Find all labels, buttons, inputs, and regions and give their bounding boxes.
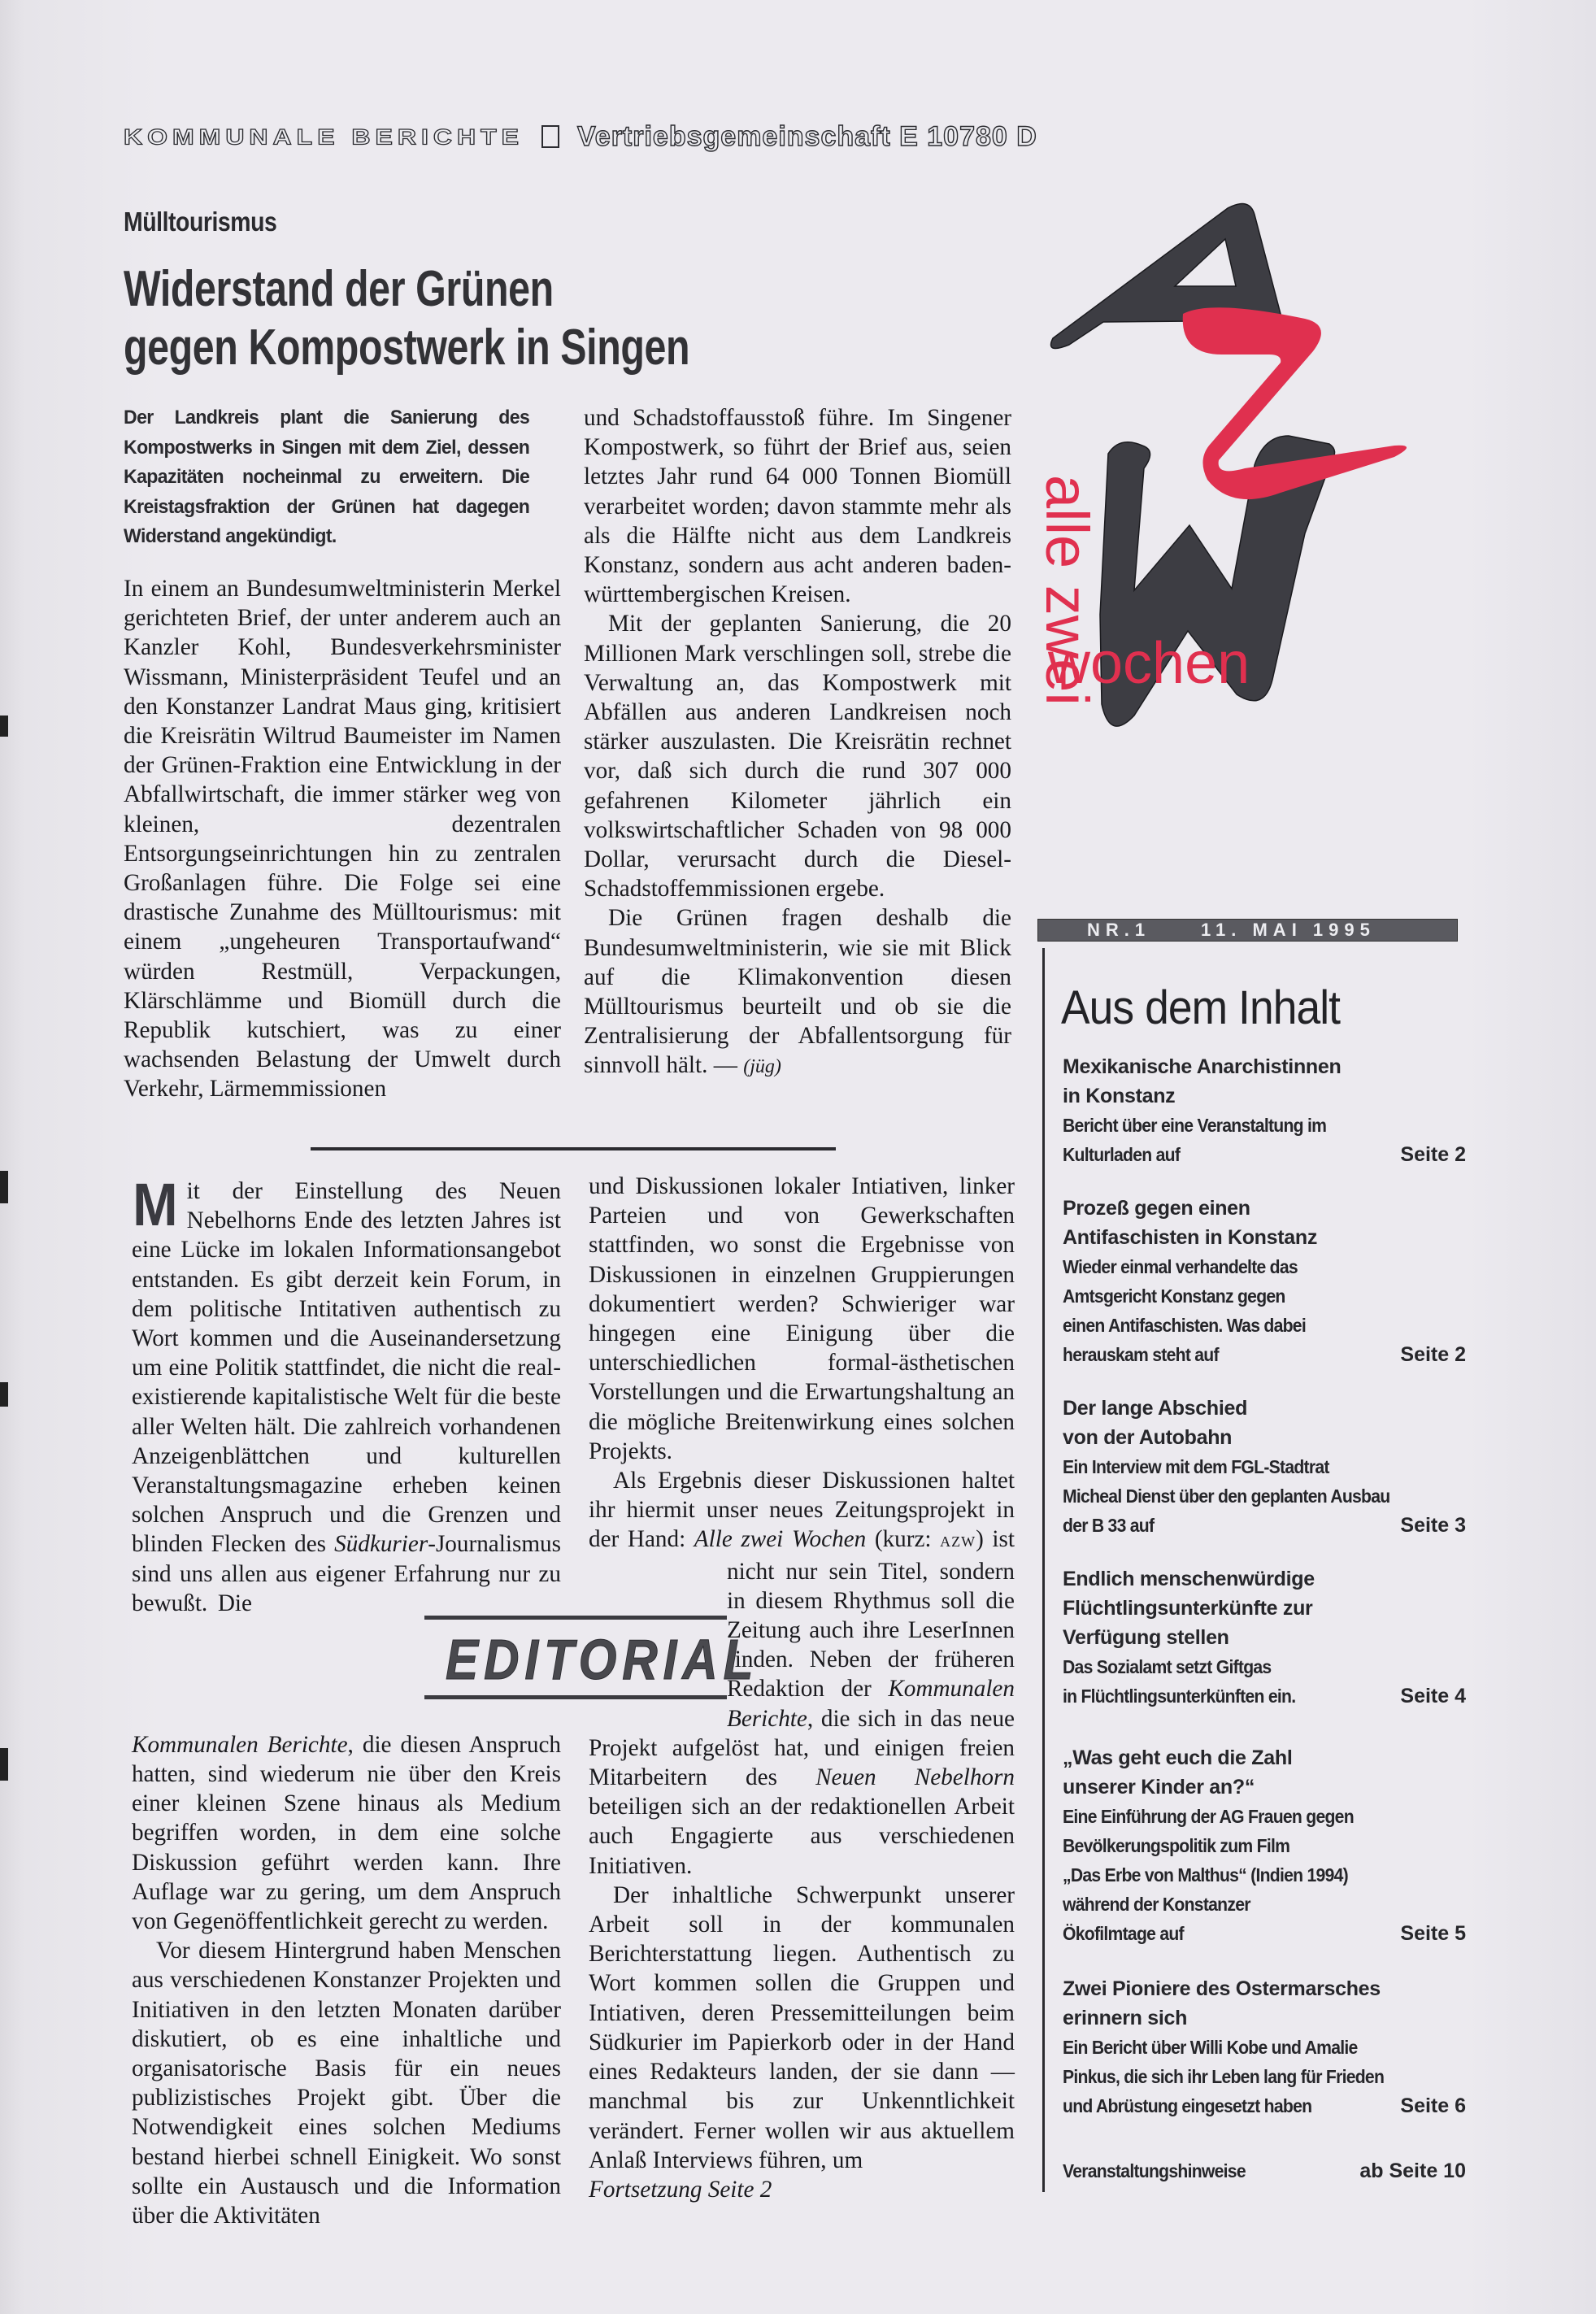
italic-text: Kommunalen Berichte [132, 1731, 348, 1758]
italic-text: Alle zwei Wochen [694, 1526, 867, 1553]
toc-item-description: der B 33 auf [1063, 1515, 1155, 1536]
text-run: (kurz: [866, 1526, 941, 1553]
italic-text: Südkurier [334, 1531, 428, 1558]
scan-edge-mark [0, 716, 8, 737]
toc-item[interactable] [1063, 1394, 1466, 1540]
square-icon [541, 125, 559, 148]
article-paragraph: In einem an Bundesumweltministerin Merkel gerichteten Brief, der unter anderem auch an Kanzler Kohl, Bundesverkehrsminister Wissmann, Ministerpräsident Teufel und an den Konstanzer Landrat Maus ging, kritisiert die Kreisrätin Wiltrud Baumeister im Namen der Grünen-Fraktion eine Entwicklung in der Abfallwirtschaft, die immer stärker weg von kleinen, dezentralen Entsorgungseinrichtungen hin zu zentralen Großanlagen führe. Die Folge sei eine drastische Zunahme des Mülltourismus: mit einem „ungeheuren Transportaufwand“ würden Restmüll, Verpackungen, Klärschlämme und Biomüll durch die Republik kutschiert, was zu einer wachsenden Belastung der Umwelt durch Verkehr, Lärmemmissionen [124, 576, 561, 1103]
toc-item-title: Der lange Abschied [1063, 1397, 1248, 1420]
article-paragraph: Mit der geplanten Sanierung, die 20 Millionen Mark verschlingen soll, strebe die Verwaltung an, das Kompostwerk mit Abfällen aus anderen Landkreisen noch stärker auszulasten. Die Kreisrätin rechnet vor, daß sich durch die rund 307 000 gefahrenen Kilometer jährlich ein volkswirtschaftlicher Schaden von 98 000 Dollar, verursacht durch die Diesel-Schadstoffemmissionen ergebe. [584, 611, 1011, 903]
toc-item-page: Seite 2 [1400, 1143, 1466, 1166]
editorial-label-box [424, 1616, 759, 1705]
toc-item[interactable] [1063, 2156, 1466, 2186]
headline-line-1: Widerstand der Grünen [124, 261, 554, 317]
issue-bar [1037, 919, 1458, 942]
toc-item-title: unserer Kinder an?“ [1063, 1776, 1255, 1799]
text-run: beteiligen sich an der redaktionellen Arbeit auch Engagierte aus verschiedenen Initiativen. [589, 1794, 1015, 1879]
toc-item-description: Ökofilmtage auf [1063, 1923, 1184, 1944]
article-column-2 [584, 403, 1011, 1082]
toc-item-title: von der Autobahn [1063, 1426, 1233, 1449]
scan-edge-mark [0, 1171, 8, 1203]
distribution-code: Vertriebsgemeinschaft E 10780 D [576, 120, 1037, 152]
toc-item-title: in Konstanz [1063, 1085, 1176, 1107]
text-run: it der Einstellung des Neuen Nebelhorns Ende des letzten Jahres ist eine Lücke im lokalen Informationsangebot entstanden. Es gibt derzeit kein Forum, in dem politische Intitativen authentisch zu Wort kommen und die Auseinandersetzung um eine Politik stattfindet, die nicht die real-existierende kapitalistische Welt für die beste aller Welten hält. Die zahlreich vorhandenen Anzeigenblättchen und kulturellen Veranstaltungsmagazine erheben keinen solchen Anspruch und die Grenzen und blinden Flecken des [132, 1178, 561, 1558]
toc-item-page: Seite 5 [1400, 1922, 1466, 1945]
headline-line-2: gegen Kompostwerk in Singen [124, 320, 690, 376]
toc-item-page: Seite 2 [1400, 1343, 1466, 1366]
issue-number: NR.1 [1087, 920, 1151, 940]
toc-title: Aus dem Inhalt [1061, 981, 1341, 1034]
continued-note: Fortsetzung Seite 2 [589, 2176, 772, 2203]
text-run: Als Ergebnis dieser Diskussionen haltet ihr hiermit unser neues Zeitungsprojekt in der Hand: [589, 1468, 1015, 1553]
article-headline [124, 260, 689, 377]
toc-item-title: erinnern sich [1063, 2007, 1188, 2029]
toc-item-description: und Abrüstung eingesetzt haben [1063, 2095, 1312, 2116]
toc-item-description: in Flüchtlingsunterkünften ein. [1063, 1685, 1296, 1707]
issue-date: 11. MAI 1995 [1201, 920, 1376, 940]
text-run: , die sich in das neue Projekt aufgelöst hat, und einigen freien Mitarbeitern des [589, 1705, 1015, 1791]
toc-item-description: Amtsgericht Konstanz gegen [1063, 1285, 1285, 1307]
text-run: ) ist nicht nur sein Titel, sondern in diesem Rhythmus soll die Zeitung auch ihre LeserInnen finden. Neben der früheren Redaktion der [727, 1526, 1015, 1703]
tagline-horizontal: wochen [1048, 631, 1250, 696]
italic-text: Kommunalen Berichte [727, 1676, 1015, 1732]
toc-item[interactable] [1063, 1974, 1466, 2120]
toc-item-page: Seite 4 [1400, 1685, 1466, 1707]
toc-item-description: Bevölkerungspolitik zum Film [1063, 1835, 1290, 1856]
scan-edge-mark [0, 1748, 8, 1781]
toc-item-title: Mexikanische Anarchistinnen [1063, 1055, 1342, 1078]
toc-item-description: Bericht über eine Veranstaltung im [1063, 1115, 1327, 1136]
text-run: -Journalismus sind uns allen aus eigener Erfahrung nur zu bewußt. Die [132, 1531, 561, 1616]
article-lead: Der Landkreis plant die Sanierung des Kompostwerks in Singen mit dem Ziel, dessen Kapazitäten nocheinmal zu erweitern. Die Kreistagsfraktion der Grünen hat dagegen Widerstand angekündigt. [124, 407, 530, 547]
toc-item[interactable] [1063, 1052, 1466, 1169]
section-divider [311, 1147, 836, 1150]
rule-line [424, 1695, 727, 1699]
table-of-contents [1042, 948, 1468, 2192]
azw-logo-icon [1037, 192, 1459, 875]
toc-item-description: Das Sozialamt setzt Giftgas [1063, 1656, 1272, 1677]
editorial-paragraph: Der inhaltliche Schwerpunkt unserer Arbeit soll in der kommunalen Berichterstattung liegen. Authentisch zu Wort kommen sollen die Gruppen und Intiativen, deren Pressemitteilungen beim Südkurier im Papierkorb oder in der Hand eines Redakteurs landen, der sie dann — manchmal bis zur Unkenntlichkeit verändert. Ferner wollen wir aus aktuellem Anlaß Interviews führen, um [589, 1881, 1015, 2173]
editorial-paragraph: und Diskussionen lokaler Intiativen, linker Parteien und von Gewerkschaften stattfinden, wo sonst die Ergebnisse von Diskussionen in einzelnen Gruppierungen dokumentiert werden? Schwieriger war hingegen eine Einigung über die unterschiedlichen formal-ästhetischen Vorstellungen und die Erwartungshaltung an die mögliche Breitenwirkung eines solchen Projekts. [589, 1173, 1015, 1464]
dropcap: M [133, 1171, 178, 1238]
article-kicker: Mülltourismus [124, 207, 277, 237]
masthead [124, 119, 1457, 154]
toc-item[interactable] [1063, 1564, 1466, 1711]
article-column-1 [124, 574, 561, 1104]
toc-item[interactable] [1063, 1194, 1466, 1369]
toc-item[interactable] [1063, 1743, 1466, 1948]
toc-item-title: Prozeß gegen einen [1063, 1197, 1250, 1220]
publication-name: KOMMUNALE BERICHTE [124, 124, 524, 149]
azw-logo [1037, 192, 1459, 875]
toc-item-title: Antifaschisten in Konstanz [1063, 1226, 1318, 1249]
toc-item-page: Seite 6 [1400, 2094, 1466, 2117]
toc-item-description: „Das Erbe von Malthus“ (Indien 1994) [1063, 1864, 1348, 1886]
toc-item-title: Flüchtlingsunterkünfte zur [1063, 1597, 1313, 1620]
toc-item-description: Ein Bericht über Willi Kobe und Amalie [1063, 2037, 1358, 2058]
toc-item-description: während der Konstanzer [1063, 1894, 1250, 1915]
toc-item-description: Eine Einführung der AG Frauen gegen [1063, 1806, 1354, 1827]
scan-edge-mark [0, 1382, 8, 1407]
toc-item-description: herauskam steht auf [1063, 1344, 1219, 1365]
article-paragraph: und Schadstoffausstoß führe. Im Singener Kompostwerk, so führt der Brief aus, seien letztes Jahr rund 64 000 Tonnen Biomüll verarbeitet worden; davon stammte mehr als als die Hälfte nicht aus dem Landkreis Konstanz, sondern aus acht anderen baden-württembergischen Kreisen. [584, 405, 1011, 608]
toc-item-title: Veranstaltungshinweise [1063, 2160, 1246, 2181]
rule-line [424, 1616, 727, 1620]
editorial-label: EDITORIAL [446, 1628, 759, 1691]
toc-item-description: einen Antifaschisten. Was dabei [1063, 1315, 1306, 1336]
toc-item-page: Seite 3 [1400, 1514, 1466, 1537]
toc-item-title: Endlich menschenwürdige [1063, 1568, 1315, 1590]
toc-item-page: ab Seite 10 [1359, 2160, 1466, 2182]
toc-item-description: Ein Interview mit dem FGL-Stadtrat [1063, 1456, 1329, 1477]
toc-item-title: Verfügung stellen [1063, 1626, 1229, 1649]
byline: (jüg) [743, 1056, 781, 1078]
toc-item-description: Pinkus, die sich ihr Leben lang für Frieden [1063, 2066, 1385, 2087]
editorial-paragraph: Vor diesem Hintergrund haben Menschen aus verschiedenen Konstanzer Projekten und Initiativen in den letzten Monaten darüber diskutiert, ob es eine inhaltliche und organisatorische Basis für ein neues publizistisches Projekt gibt. Über die Notwendigkeit eines solchen Mediums bestand hierbei schnell Einigkeit. Wo sonst sollte ein Austausch und die Information über die Aktivitäten [132, 1938, 561, 2229]
toc-item-title: „Was geht euch die Zahl [1063, 1746, 1293, 1769]
italic-text: Neuen Nebelhorn [815, 1764, 1015, 1791]
small-caps-text: AZW [940, 1533, 976, 1551]
text-run: , die diesen Anspruch hatten, sind wiederum nie über den Kreis einer kleinen Szene hinaus als Medium begriffen worden, in dem eine solche Diskussion geführt werden kann. Ihre Auflage war zu gering, um dem Anspruch von Gegenöffentlichkeit gerecht zu werden. [132, 1731, 561, 1935]
tagline-vertical: alle zwei [1037, 475, 1101, 706]
toc-item-description: Kulturladen auf [1063, 1144, 1181, 1165]
toc-item-description: Wieder einmal verhandelte das [1063, 1256, 1298, 1277]
article-paragraph-text: Die Grünen fragen deshalb die Bundesumweltministerin, wie sie mit Blick auf die Klimakonvention diesen Mülltourismus beurteilt und ob sie die Zentralisierung der Abfallentsorgung für sinnvoll hält. — [584, 905, 1011, 1079]
editorial-paragraph [132, 1171, 561, 1936]
toc-item-description: Micheal Dienst über den geplanten Ausbau [1063, 1485, 1390, 1507]
toc-item-title: Zwei Pioniere des Ostermarsches [1063, 1977, 1381, 2000]
article-paragraph [584, 903, 1011, 1081]
